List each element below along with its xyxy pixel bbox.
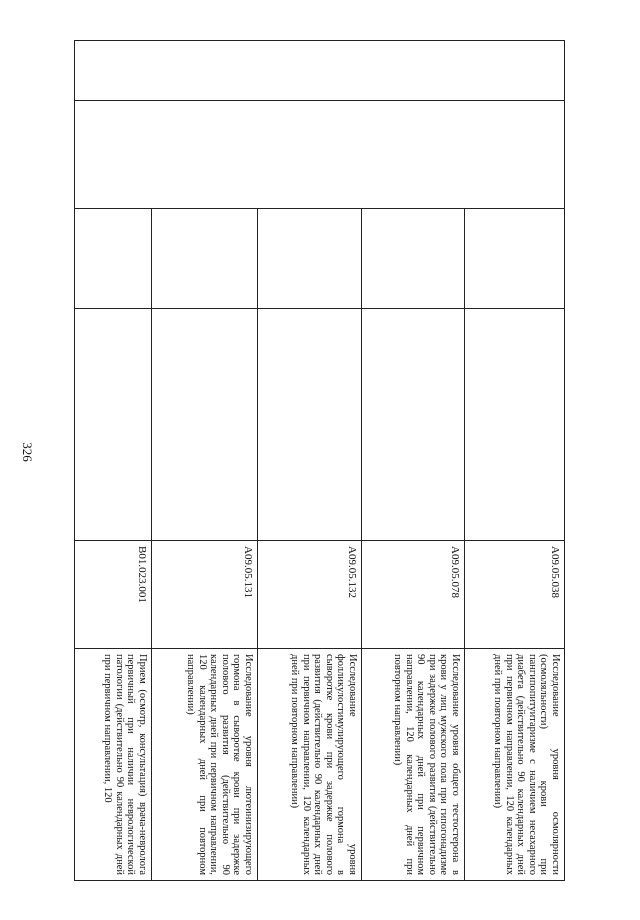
empty-cell	[362, 309, 465, 541]
table-wrapper	[75, 40, 565, 880]
service-code: A09.05.078	[362, 541, 465, 649]
empty-cell	[152, 309, 258, 541]
service-description: Исследование уровня осмолярности (осмоляльности) крови при пангипопитуитаризме с наличием несахарного диабета (действительно 90 календарных дней при первичном направлении, 120 календарных дней при повторном направлении)	[465, 649, 565, 881]
empty-cell	[362, 209, 465, 309]
service-description: Исследование уровня лютеинизирующего гормона в сыворотке крови при задержке полового развития (действительно 90 календарных дней при первичном направлении, 120 календарных дней при повторном направлении)	[152, 649, 258, 881]
empty-cell	[152, 209, 258, 309]
service-code: A09.05.038	[465, 541, 565, 649]
services-table	[74, 40, 565, 881]
empty-cell	[465, 309, 565, 541]
service-code: B01.023.001	[75, 541, 152, 649]
empty-cell	[465, 209, 565, 309]
page-number: 326	[20, 442, 35, 462]
empty-cell	[75, 101, 565, 209]
rotated-table-area	[75, 40, 565, 880]
empty-cell	[75, 209, 152, 309]
empty-cell	[75, 41, 565, 101]
empty-cell	[258, 309, 362, 541]
empty-cell	[75, 309, 152, 541]
table-row	[465, 41, 565, 881]
service-description: Исследование уровня общего тестостерона в крови у лиц мужского пола при гипогонадизме при задержке полового развития (действительно 90 календарных дней при первичном направлении, 120 календарных дней при повторном направлении)	[362, 649, 465, 881]
service-code: A09.05.132	[258, 541, 362, 649]
service-code: A09.05.131	[152, 541, 258, 649]
service-description: Исследование уровня фолликулостимулирующего гормона в сыворотке крови при задержке полового развития (действительно 90 календарных дней при первичном направлении, 120 календарных дней при повторном направлении)	[258, 649, 362, 881]
empty-cell	[258, 209, 362, 309]
service-description: Прием (осмотр, консультация) врача-невролога первичный при наличии неврологической патологии (действительно 90 календарных дней при первичном направлении, 120	[75, 649, 152, 881]
